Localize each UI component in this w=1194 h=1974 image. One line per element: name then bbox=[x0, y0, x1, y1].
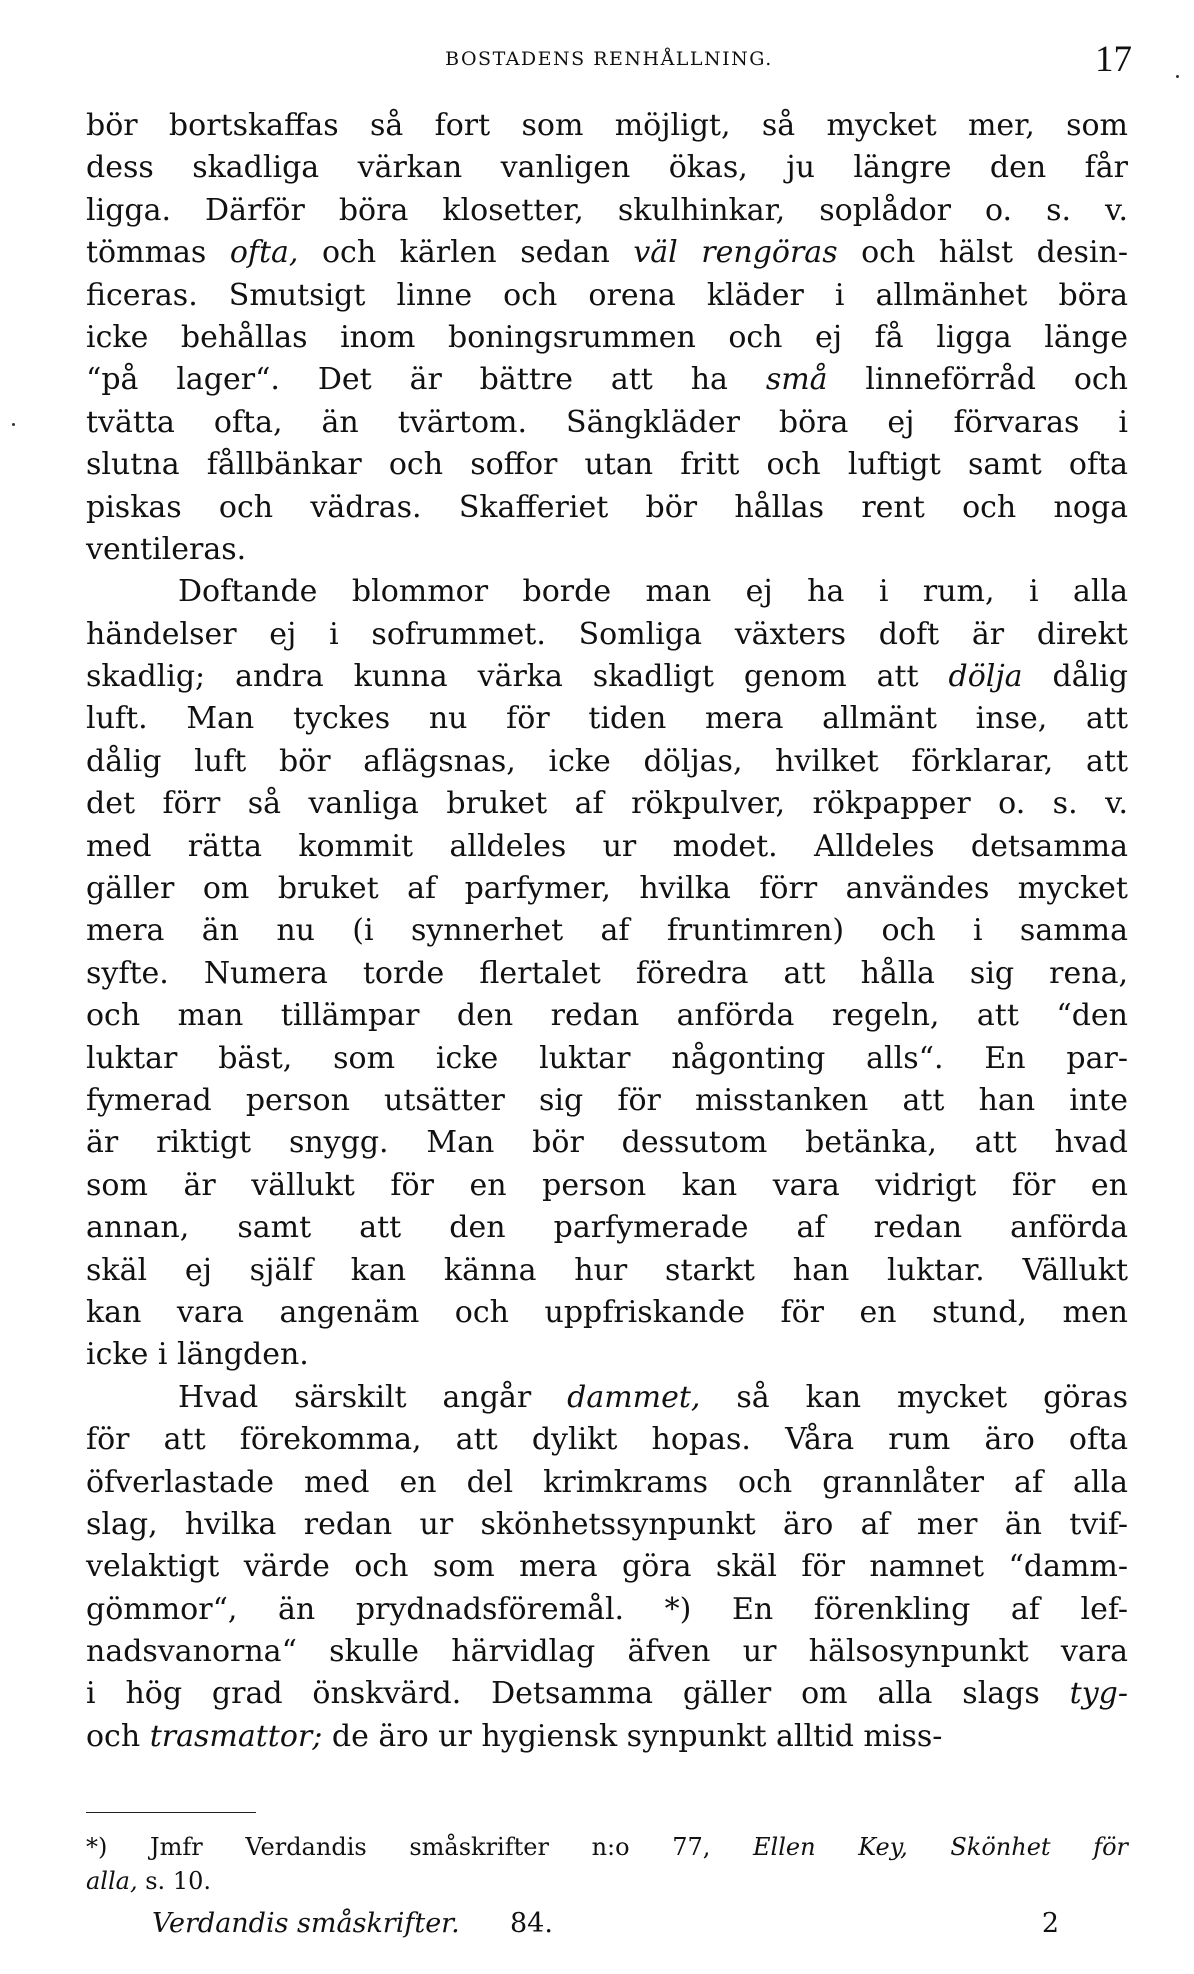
text-line bbox=[86, 1292, 1128, 1334]
text-line bbox=[86, 190, 1128, 232]
italic-text: dammet, bbox=[567, 1379, 701, 1415]
text-run: skäl ej själf kan känna hur starkt han luktar. Vällukt bbox=[86, 1252, 1128, 1288]
text-line bbox=[86, 275, 1128, 317]
page-number: 17 bbox=[1095, 39, 1132, 80]
text-run: mera än nu (i synnerhet af fruntimren) och i samma bbox=[86, 913, 1128, 949]
text-run: de äro ur hygiensk synpunkt alltid miss- bbox=[322, 1718, 943, 1754]
text-line bbox=[86, 359, 1128, 401]
signature-mark: 2 bbox=[1041, 1908, 1059, 1939]
text-run: luft. Man tyckes nu för tiden mera allmänt inse, att bbox=[86, 701, 1128, 737]
text-run: i hög grad önskvärd. Detsamma gäller om alla slags bbox=[86, 1676, 1070, 1712]
page-footer bbox=[152, 1908, 1059, 1948]
text-run: slutna fållbänkar och soffor utan fritt och luftigt samt ofta bbox=[86, 447, 1128, 483]
text-run: dålig bbox=[1022, 659, 1128, 695]
text-line bbox=[86, 783, 1128, 825]
text-run: slag, hvilka redan ur skönhetssynpunkt äro af mer än tvif- bbox=[86, 1506, 1128, 1542]
print-speck bbox=[12, 423, 15, 426]
text-run: det förr så vanliga bruket af rökpulver, rökpapper o. s. v. bbox=[86, 786, 1128, 822]
text-line bbox=[86, 910, 1128, 952]
paragraph-3 bbox=[86, 1377, 1128, 1759]
text-run: så kan mycket göras bbox=[700, 1379, 1128, 1415]
text-run: skadlig; andra kunna värka skadligt genom att bbox=[86, 659, 949, 695]
text-line bbox=[86, 1716, 1128, 1758]
text-line bbox=[86, 105, 1128, 147]
text-line bbox=[86, 1250, 1128, 1292]
text-run: fymerad person utsätter sig för misstanken att han inte bbox=[86, 1082, 1128, 1118]
text-run: icke behållas inom boningsrummen och ej få ligga länge bbox=[86, 319, 1128, 355]
text-run: linneförråd och bbox=[827, 362, 1129, 398]
text-run: dålig luft bör aflägsnas, icke döljas, hvilket förklarar, att bbox=[86, 743, 1128, 779]
text-line bbox=[86, 953, 1128, 995]
page-header bbox=[86, 39, 1132, 82]
text-line bbox=[86, 571, 1128, 613]
text-run: med rätta kommit alldeles ur modet. Alldeles detsamma bbox=[86, 828, 1128, 864]
text-run: luktar bäst, som icke luktar någonting alls“. En par- bbox=[86, 1040, 1128, 1076]
text-line bbox=[86, 147, 1128, 189]
text-run: syfte. Numera torde flertalet föredra att hålla sig rena, bbox=[86, 955, 1128, 991]
body-text bbox=[86, 105, 1128, 1758]
text-run: och hälst desin- bbox=[837, 235, 1128, 271]
text-run: händelser ej i sofrummet. Somliga växters doft är direkt bbox=[86, 616, 1128, 652]
text-line bbox=[86, 1377, 1128, 1419]
text-run: öfverlastade med en del krimkrams och grannlåter af alla bbox=[86, 1464, 1128, 1500]
text-run: piskas och vädras. Skafferiet bör hållas rent och noga bbox=[86, 489, 1128, 525]
text-line bbox=[86, 529, 1128, 571]
text-run: ligga. Därför böra klosetter, skulhinkar, soplådor o. s. v. bbox=[86, 192, 1128, 228]
text-run: “på lager“. Det är bättre att ha bbox=[86, 362, 766, 398]
text-line bbox=[86, 1207, 1128, 1249]
text-run: *) Jmfr Verdandis småskrifter n:o 77, bbox=[86, 1833, 754, 1861]
text-line bbox=[86, 317, 1128, 359]
italic-text: tyg- bbox=[1069, 1676, 1128, 1712]
paragraph-2 bbox=[86, 571, 1128, 1376]
footnote-line-2 bbox=[86, 1864, 1128, 1898]
text-run: annan, samt att den parfymerade af redan anförda bbox=[86, 1210, 1128, 1246]
text-line bbox=[86, 1080, 1128, 1122]
text-line bbox=[86, 1334, 1128, 1376]
text-line bbox=[86, 826, 1128, 868]
text-run: Doftande blommor borde man ej ha i rum, i alla bbox=[178, 574, 1128, 610]
text-line bbox=[86, 995, 1128, 1037]
text-line bbox=[86, 444, 1128, 486]
text-line bbox=[86, 1673, 1128, 1715]
running-title: BOSTADENS RENHÅLLNING. bbox=[445, 48, 773, 70]
paragraph-1 bbox=[86, 105, 1128, 571]
italic-text: alla, bbox=[86, 1867, 138, 1895]
text-run: ficeras. Smutsigt linne och orena kläder i allmänhet böra bbox=[86, 277, 1128, 313]
italic-text: Ellen Key, Skönhet för bbox=[753, 1833, 1128, 1861]
text-line bbox=[86, 614, 1128, 656]
print-speck bbox=[1176, 75, 1179, 78]
text-line bbox=[86, 1165, 1128, 1207]
text-run: icke i längden. bbox=[86, 1337, 309, 1373]
italic-text: väl rengöras bbox=[633, 235, 838, 271]
text-run: för att förekomma, att dylikt hopas. Våra rum äro ofta bbox=[86, 1422, 1128, 1458]
text-run: gäller om bruket af parfymer, hvilka förr användes mycket bbox=[86, 871, 1128, 907]
footnote-rule bbox=[86, 1812, 256, 1813]
text-line bbox=[86, 1504, 1128, 1546]
text-run: dess skadliga värkan vanligen ökas, ju längre den får bbox=[86, 150, 1128, 186]
italic-text: ofta, bbox=[229, 235, 299, 271]
text-run: är riktigt snygg. Man bör dessutom betänka, att hvad bbox=[86, 1125, 1128, 1161]
text-line bbox=[86, 1038, 1128, 1080]
footnote-line-1 bbox=[86, 1830, 1128, 1864]
text-line bbox=[86, 1419, 1128, 1461]
text-line bbox=[86, 1589, 1128, 1631]
text-run: och kärlen sedan bbox=[298, 235, 634, 271]
text-line bbox=[86, 232, 1128, 274]
italic-text: små bbox=[765, 362, 828, 398]
text-line bbox=[86, 741, 1128, 783]
text-run: tvätta ofta, än tvärtom. Sängkläder böra ej förvaras i bbox=[86, 404, 1128, 440]
text-line bbox=[86, 1462, 1128, 1504]
italic-text: dölja bbox=[948, 659, 1023, 695]
text-run: Hvad särskilt angår bbox=[178, 1379, 568, 1415]
text-run: tömmas bbox=[86, 235, 230, 271]
text-run: gömmor“, än prydnadsföremål. *) En förenkling af lef- bbox=[86, 1591, 1128, 1627]
text-run: s. 10. bbox=[137, 1867, 211, 1895]
text-line bbox=[86, 868, 1128, 910]
series-title: Verdandis småskrifter. bbox=[152, 1908, 460, 1939]
text-run: och man tillämpar den redan anförda regeln, att “den bbox=[86, 998, 1128, 1034]
text-run: ventileras. bbox=[86, 531, 247, 567]
text-line bbox=[86, 698, 1128, 740]
text-line bbox=[86, 402, 1128, 444]
text-line bbox=[86, 1631, 1128, 1673]
text-run: och bbox=[86, 1718, 150, 1754]
text-run: velaktigt värde och som mera göra skäl för namnet “damm- bbox=[86, 1549, 1128, 1585]
text-line bbox=[86, 1546, 1128, 1588]
text-run: bör bortskaffas så fort som möjligt, så mycket mer, som bbox=[86, 108, 1128, 143]
text-run: kan vara angenäm och uppfriskande för en stund, men bbox=[86, 1294, 1128, 1330]
italic-text: trasmattor; bbox=[149, 1718, 323, 1754]
text-line bbox=[86, 487, 1128, 529]
text-run: som är vällukt för en person kan vara vidrigt för en bbox=[86, 1167, 1128, 1203]
text-line bbox=[86, 1122, 1128, 1164]
text-line bbox=[86, 656, 1128, 698]
text-run: nadsvanorna“ skulle härvidlag äfven ur hälsosynpunkt vara bbox=[86, 1634, 1128, 1670]
issue-number: 84. bbox=[510, 1908, 553, 1939]
